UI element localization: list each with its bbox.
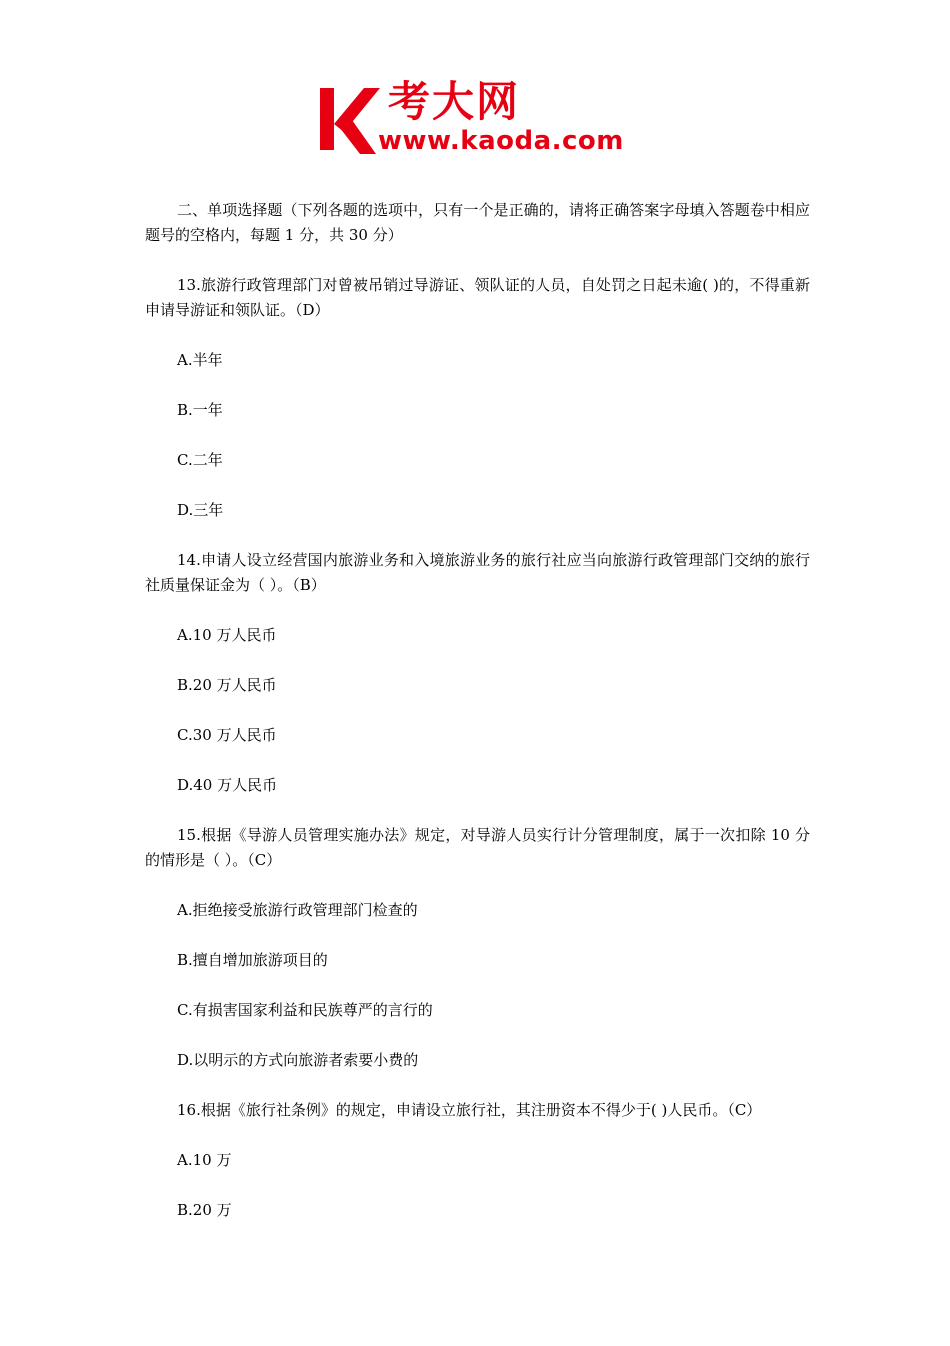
option: C.有损害国家利益和民族尊严的言行的	[177, 1001, 433, 1019]
option: C.30 万人民币	[177, 726, 277, 744]
option: A.半年	[177, 351, 223, 369]
option: B.20 万	[177, 1201, 232, 1219]
question-14: 14.申请人设立经营国内旅游业务和入境旅游业务的旅行社应当向旅游行政管理部门交纳的旅行社质量保证金为（ ）。（B）	[145, 551, 810, 594]
question-16: 16.根据《旅行社条例》的规定，申请设立旅行社，其注册资本不得少于( )人民币。（C）	[177, 1101, 762, 1119]
kaoda-logo	[318, 78, 638, 160]
option: A.拒绝接受旅游行政管理部门检查的	[177, 901, 418, 919]
document-body	[145, 198, 810, 1223]
k-logo-icon	[318, 84, 384, 156]
option: D.40 万人民币	[177, 776, 278, 794]
option: A.10 万人民币	[177, 626, 277, 644]
option: A.10 万	[177, 1151, 232, 1169]
option: B.20 万人民币	[177, 676, 277, 694]
option: C.二年	[177, 451, 223, 469]
option: D.三年	[177, 501, 224, 519]
question-13: 13.旅游行政管理部门对曾被吊销过导游证、领队证的人员，自处罚之日起未逾( )的，不得重新申请导游证和领队证。（D）	[145, 276, 810, 319]
option: B.一年	[177, 401, 223, 419]
option: B.擅自增加旅游项目的	[177, 951, 328, 969]
question-15: 15.根据《导游人员管理实施办法》规定，对导游人员实行计分管理制度，属于一次扣除 10 分的情形是（ ）。（C）	[145, 826, 810, 869]
option: D.以明示的方式向旅游者索要小费的	[177, 1051, 419, 1069]
section-intro: 二、单项选择题（下列各题的选项中，只有一个是正确的，请将正确答案字母填入答题卷中相应题号的空格内，每题 1 分，共 30 分）	[145, 201, 810, 244]
logo-url: www.kaoda.com	[378, 126, 624, 156]
logo-brand-name: 考大网	[388, 77, 521, 126]
